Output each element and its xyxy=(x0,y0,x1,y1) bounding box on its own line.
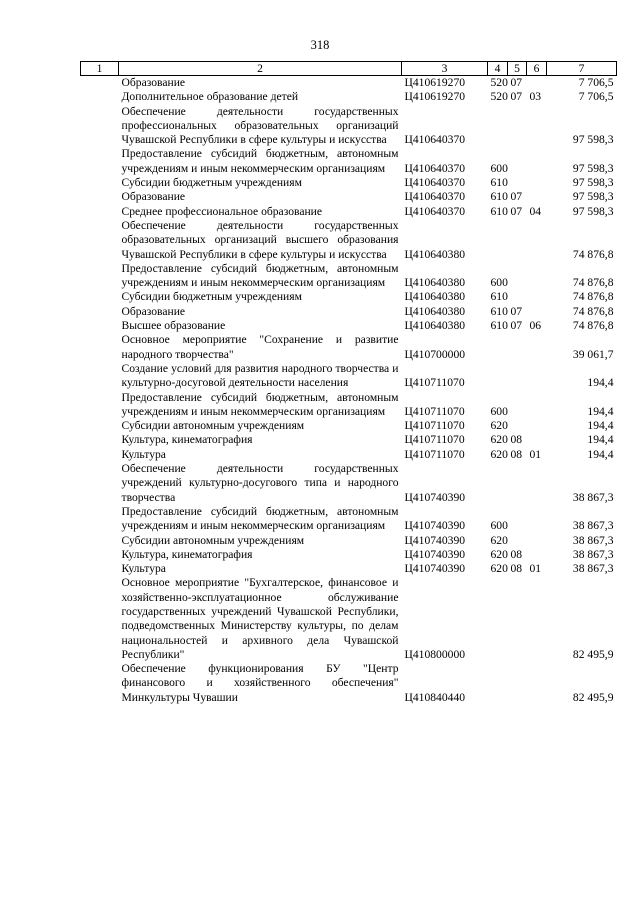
row-code: Ц410711070 xyxy=(404,419,465,433)
table-row xyxy=(81,662,617,705)
row-expense-type: 600 xyxy=(490,161,508,175)
row-section xyxy=(508,262,527,291)
table-row xyxy=(81,433,617,447)
table-row xyxy=(81,290,617,304)
row-subsection xyxy=(527,105,547,148)
row-spacer-cell xyxy=(81,190,119,204)
row-section xyxy=(508,462,527,505)
row-name: Обеспечение функционирования БУ "Центр финансового и хозяйственного обеспечения" Минкультуры Чувашии xyxy=(121,662,399,704)
row-amount: 194,4 xyxy=(587,376,614,390)
row-amount: 7 706,5 xyxy=(578,90,614,104)
row-amount: 82 495,9 xyxy=(572,647,614,661)
row-name: Культура, кинематография xyxy=(121,433,253,447)
row-subsection xyxy=(527,362,547,391)
row-expense-type: 610 xyxy=(490,204,508,218)
row-code: Ц410711070 xyxy=(404,376,465,390)
row-section xyxy=(508,505,527,534)
row-name: Высшее образование xyxy=(121,319,226,333)
row-expense-type xyxy=(488,219,508,262)
table-row xyxy=(81,534,617,548)
table-header-row xyxy=(81,62,617,76)
row-name: Субсидии автономным учреждениям xyxy=(121,533,305,547)
row-section xyxy=(508,391,527,420)
row-subsection xyxy=(527,262,547,291)
row-section: 08 xyxy=(510,547,523,561)
row-amount: 38 867,3 xyxy=(572,490,614,504)
table-row xyxy=(81,190,617,204)
row-subsection xyxy=(527,534,547,548)
table-row xyxy=(81,562,617,576)
table-row xyxy=(81,448,617,462)
row-section xyxy=(508,534,527,548)
row-spacer-cell xyxy=(81,362,119,391)
row-code: Ц410711070 xyxy=(404,433,465,447)
row-expense-type: 620 xyxy=(490,547,508,561)
row-expense-type: 620 xyxy=(490,562,508,576)
table-row xyxy=(81,319,617,333)
row-spacer-cell xyxy=(81,319,119,333)
row-code: Ц410640370 xyxy=(404,176,466,190)
row-spacer-cell xyxy=(81,205,119,219)
row-subsection xyxy=(527,190,547,204)
row-code: Ц410640380 xyxy=(404,290,466,304)
row-code: Ц410619270 xyxy=(404,76,466,89)
row-section xyxy=(508,333,527,362)
row-amount: 38 867,3 xyxy=(572,547,614,561)
table-row xyxy=(81,105,617,148)
row-expense-type xyxy=(488,362,508,391)
row-subsection xyxy=(527,505,547,534)
row-amount: 74 876,8 xyxy=(572,276,614,290)
row-amount: 74 876,8 xyxy=(572,319,614,333)
row-amount: 97 598,3 xyxy=(572,190,614,204)
row-amount: 194,4 xyxy=(587,447,614,461)
row-code: Ц410700000 xyxy=(404,347,466,361)
column-header-3: 3 xyxy=(402,62,488,76)
column-header-4: 4 xyxy=(488,62,508,76)
row-name: Предоставление субсидий бюджетным, автономным учреждениям и иным некоммерческим организациям xyxy=(121,147,399,175)
row-name: Культура xyxy=(121,562,166,576)
row-code: Ц410740390 xyxy=(404,533,466,547)
row-amount: 97 598,3 xyxy=(572,133,614,147)
row-name: Предоставление субсидий бюджетным, автономным учреждениям и иным некоммерческим организациям xyxy=(121,504,399,533)
row-expense-type: 520 xyxy=(490,90,508,104)
row-expense-type: 520 xyxy=(490,76,508,89)
row-section xyxy=(508,176,527,190)
row-subsection: 01 xyxy=(529,562,542,576)
row-spacer-cell xyxy=(81,548,119,562)
row-amount: 74 876,8 xyxy=(572,247,614,261)
row-code: Ц410640380 xyxy=(404,304,466,318)
row-code: Ц410640370 xyxy=(404,190,466,204)
row-name: Основное мероприятие "Сохранение и развитие народного творчества" xyxy=(121,333,399,361)
row-code: Ц410740390 xyxy=(404,519,466,533)
row-expense-type xyxy=(488,105,508,148)
row-amount: 38 867,3 xyxy=(572,519,614,533)
page-number: 318 xyxy=(310,38,330,52)
row-amount: 38 867,3 xyxy=(572,562,614,576)
row-subsection xyxy=(527,576,547,662)
row-subsection xyxy=(527,333,547,362)
row-section: 07 xyxy=(510,304,523,318)
row-name: Создание условий для развития народного творчества и культурно-досуговой деятельности населения xyxy=(121,361,399,390)
table-row xyxy=(81,147,617,176)
row-amount: 82 495,9 xyxy=(572,690,614,704)
row-spacer-cell xyxy=(81,419,119,433)
row-name: Обеспечение деятельности государственных учреждений культурно-досугового типа и народного творчества xyxy=(121,462,399,504)
row-code: Ц410640370 xyxy=(404,133,466,147)
row-spacer-cell xyxy=(81,448,119,462)
row-section xyxy=(508,290,527,304)
table-row xyxy=(81,76,617,91)
column-header-5: 5 xyxy=(508,62,527,76)
row-code: Ц410640370 xyxy=(404,204,466,218)
table-row xyxy=(81,462,617,505)
row-expense-type: 610 xyxy=(490,290,508,304)
row-spacer-cell xyxy=(81,534,119,548)
row-spacer-cell xyxy=(81,562,119,576)
row-section: 08 xyxy=(510,562,523,576)
row-code: Ц410840440 xyxy=(404,690,466,704)
column-header-6: 6 xyxy=(527,62,547,76)
row-spacer-cell xyxy=(81,176,119,190)
row-amount: 97 598,3 xyxy=(572,176,614,190)
row-expense-type xyxy=(488,662,508,705)
row-section: 07 xyxy=(510,204,523,218)
row-code: Ц410800000 xyxy=(404,647,466,661)
table-row xyxy=(81,505,617,534)
row-name: Образование xyxy=(121,190,186,204)
row-name: Предоставление субсидий бюджетным, автономным учреждениям и иным некоммерческим организациям xyxy=(121,261,399,290)
row-subsection xyxy=(527,219,547,262)
row-section xyxy=(508,362,527,391)
row-spacer-cell xyxy=(81,290,119,304)
table-row xyxy=(81,305,617,319)
column-header-2: 2 xyxy=(119,62,402,76)
row-amount: 39 061,7 xyxy=(572,347,614,361)
row-spacer-cell xyxy=(81,147,119,176)
row-name: Предоставление субсидий бюджетным, автономным учреждениям и иным некоммерческим организациям xyxy=(121,390,399,418)
row-expense-type: 620 xyxy=(490,433,508,447)
row-name: Основное мероприятие "Бухгалтерское, финансовое и хозяйственно-эксплуатационное обслуживание государственных учреждений Чувашской Республики, подведомственных Министерству культуры, по делам национальностей и архивного дела Чувашской Республики" xyxy=(121,576,399,661)
row-subsection xyxy=(527,147,547,176)
row-section: 07 xyxy=(510,90,523,104)
row-amount: 194,4 xyxy=(587,419,614,433)
row-expense-type xyxy=(488,333,508,362)
row-subsection: 04 xyxy=(529,204,542,218)
row-subsection: 03 xyxy=(529,90,542,104)
row-section: 07 xyxy=(510,190,523,204)
row-section: 07 xyxy=(510,319,523,333)
row-subsection xyxy=(527,305,547,319)
table-row xyxy=(81,205,617,219)
row-amount: 38 867,3 xyxy=(572,533,614,547)
budget-table xyxy=(80,61,617,705)
row-subsection: 01 xyxy=(529,447,542,461)
table-row xyxy=(81,333,617,362)
row-subsection xyxy=(527,662,547,705)
row-name: Дополнительное образование детей xyxy=(121,90,299,104)
table-row xyxy=(81,176,617,190)
row-spacer-cell xyxy=(81,90,119,104)
row-name: Культура, кинематография xyxy=(121,547,253,561)
row-spacer-cell xyxy=(81,105,119,148)
row-subsection xyxy=(527,391,547,420)
row-name: Субсидии бюджетным учреждениям xyxy=(121,176,302,190)
column-header-1: 1 xyxy=(81,62,119,76)
row-code: Ц410640380 xyxy=(404,247,466,261)
table-row xyxy=(81,219,617,262)
row-spacer-cell xyxy=(81,391,119,420)
row-expense-type: 600 xyxy=(490,404,508,418)
row-expense-type xyxy=(488,462,508,505)
row-expense-type: 620 xyxy=(490,533,508,547)
row-spacer-cell xyxy=(81,305,119,319)
row-section xyxy=(508,662,527,705)
row-expense-type: 610 xyxy=(490,319,508,333)
row-expense-type: 600 xyxy=(490,519,508,533)
row-amount: 7 706,5 xyxy=(578,76,614,89)
row-section: 07 xyxy=(510,76,523,89)
row-amount: 74 876,8 xyxy=(572,290,614,304)
row-code: Ц410640370 xyxy=(404,161,466,175)
row-name: Субсидии автономным учреждениям xyxy=(121,419,305,433)
row-subsection: 06 xyxy=(529,319,542,333)
row-spacer-cell xyxy=(81,433,119,447)
row-spacer-cell xyxy=(81,662,119,705)
row-subsection xyxy=(527,176,547,190)
row-code: Ц410711070 xyxy=(404,447,465,461)
row-section: 08 xyxy=(510,433,523,447)
row-section xyxy=(508,576,527,662)
row-name: Образование xyxy=(121,304,186,318)
table-row xyxy=(81,90,617,104)
row-spacer-cell xyxy=(81,505,119,534)
row-name: Культура xyxy=(121,447,166,461)
row-section xyxy=(508,105,527,148)
column-header-7: 7 xyxy=(547,62,617,76)
row-expense-type xyxy=(488,576,508,662)
row-code: Ц410619270 xyxy=(404,90,466,104)
row-expense-type: 600 xyxy=(490,276,508,290)
row-name: Среднее профессиональное образование xyxy=(121,204,323,218)
row-section xyxy=(508,147,527,176)
row-code: Ц410740390 xyxy=(404,562,466,576)
row-subsection xyxy=(527,76,547,91)
row-code: Ц410740390 xyxy=(404,547,466,561)
row-subsection xyxy=(527,462,547,505)
row-expense-type: 610 xyxy=(490,190,508,204)
row-section xyxy=(508,219,527,262)
row-code: Ц410640380 xyxy=(404,319,466,333)
row-expense-type: 610 xyxy=(490,176,508,190)
row-subsection xyxy=(527,290,547,304)
row-section xyxy=(508,419,527,433)
table-row xyxy=(81,576,617,662)
table-row xyxy=(81,419,617,433)
table-row xyxy=(81,548,617,562)
row-expense-type: 610 xyxy=(490,304,508,318)
row-name: Субсидии бюджетным учреждениям xyxy=(121,290,302,304)
row-expense-type: 620 xyxy=(490,419,508,433)
table-row xyxy=(81,262,617,291)
row-name: Обеспечение деятельности государственных образовательных организаций высшего образования Чувашской Республики в сфере культуры и искусства xyxy=(121,218,399,261)
table-row xyxy=(81,362,617,391)
row-spacer-cell xyxy=(81,262,119,291)
row-code: Ц410711070 xyxy=(404,404,465,418)
table-body xyxy=(81,76,617,706)
row-code: Ц410640380 xyxy=(404,276,466,290)
row-section: 08 xyxy=(510,447,523,461)
row-code: Ц410740390 xyxy=(404,490,466,504)
row-amount: 194,4 xyxy=(587,433,614,447)
row-spacer-cell xyxy=(81,219,119,262)
row-amount: 97 598,3 xyxy=(572,204,614,218)
row-name: Обеспечение деятельности государственных профессиональных образовательных организаций Чувашской Республики в сфере культуры и искусства xyxy=(121,104,399,147)
row-spacer-cell xyxy=(81,462,119,505)
row-spacer-cell xyxy=(81,76,119,91)
row-amount: 194,4 xyxy=(587,404,614,418)
row-amount: 97 598,3 xyxy=(572,161,614,175)
table-row xyxy=(81,391,617,420)
row-spacer-cell xyxy=(81,333,119,362)
row-subsection xyxy=(527,419,547,433)
row-spacer-cell xyxy=(81,576,119,662)
row-subsection xyxy=(527,548,547,562)
row-expense-type: 620 xyxy=(490,447,508,461)
row-subsection xyxy=(527,433,547,447)
row-name: Образование xyxy=(121,76,186,89)
row-amount: 74 876,8 xyxy=(572,304,614,318)
